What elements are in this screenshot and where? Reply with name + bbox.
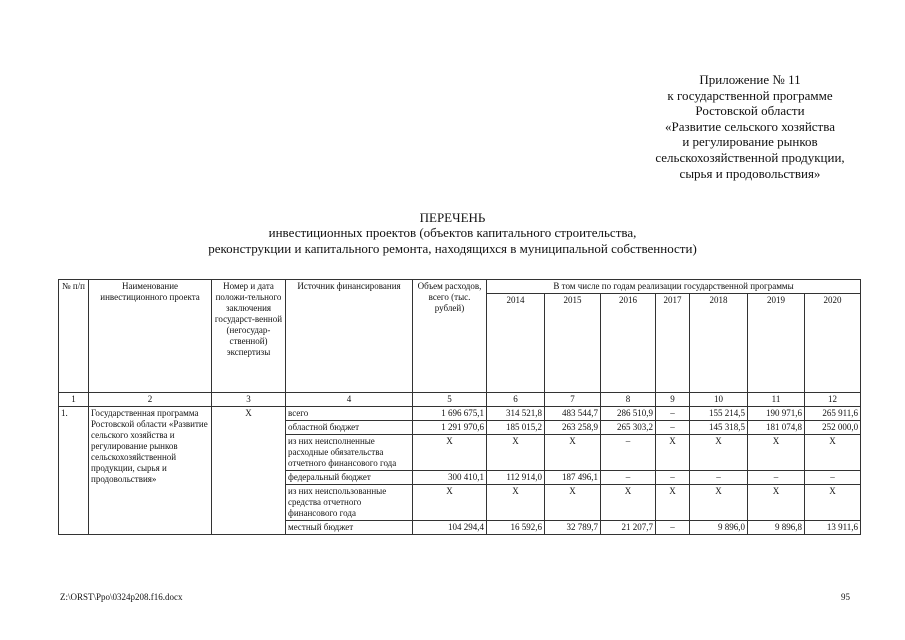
appendix-line: и регулирование рынков bbox=[682, 134, 818, 150]
column-number: 8 bbox=[601, 393, 656, 407]
total-value: Х bbox=[413, 485, 487, 521]
year-value: – bbox=[656, 471, 690, 485]
appendix-block bbox=[600, 72, 900, 181]
column-number: 12 bbox=[805, 393, 861, 407]
year-value: Х bbox=[487, 485, 545, 521]
year-value: 13 911,6 bbox=[805, 521, 861, 535]
year-value: Х bbox=[805, 485, 861, 521]
year-value: – bbox=[748, 471, 805, 485]
year-value: – bbox=[601, 435, 656, 471]
appendix-line: сельскохозяйственной продукции, bbox=[655, 149, 845, 165]
year-value: 263 258,9 bbox=[545, 421, 601, 435]
year-value: Х bbox=[601, 485, 656, 521]
appendix-line: Ростовской области bbox=[695, 103, 805, 119]
header-expertise: Номер и дата положи-тельного заключения государст-венной (негосудар-ственной) экспертизы bbox=[212, 280, 286, 393]
appendix-line: «Развитие сельского хозяйства bbox=[665, 118, 835, 134]
column-number: 7 bbox=[545, 393, 601, 407]
header-year: 2014 bbox=[487, 294, 545, 393]
header-years-group: В том числе по годам реализации государственной программы bbox=[487, 280, 861, 294]
year-value: Х bbox=[748, 435, 805, 471]
year-value: Х bbox=[690, 435, 748, 471]
year-value: 181 074,8 bbox=[748, 421, 805, 435]
document-subtitle-line-1: инвестиционных проектов (объектов капитального строительства, bbox=[268, 225, 637, 240]
project-number: 1. bbox=[59, 407, 89, 535]
investment-projects-table bbox=[58, 279, 861, 535]
total-value: Х bbox=[413, 435, 487, 471]
year-value: 265 911,6 bbox=[805, 407, 861, 421]
header-year: 2015 bbox=[545, 294, 601, 393]
appendix-line: к государственной программе bbox=[667, 87, 833, 103]
header-funding-source: Источник финансирования bbox=[286, 280, 413, 393]
document-title: ПЕРЕЧЕНЬ bbox=[419, 210, 486, 225]
funding-source: из них неисполненные расходные обязательства отчетного финансового года bbox=[286, 435, 413, 471]
year-value: 187 496,1 bbox=[545, 471, 601, 485]
project-name: Государственная программа Ростовской области «Развитие сельского хозяйства и регулирование рынков сельскохозяйственной продукции, сырья и продовольствия» bbox=[89, 407, 212, 535]
year-value: – bbox=[656, 407, 690, 421]
year-value: 252 000,0 bbox=[805, 421, 861, 435]
page-number: 95 bbox=[841, 592, 850, 602]
year-value: 16 592,6 bbox=[487, 521, 545, 535]
column-numbers-row bbox=[59, 393, 861, 407]
year-value: – bbox=[690, 471, 748, 485]
year-value: Х bbox=[805, 435, 861, 471]
year-value: 483 544,7 bbox=[545, 407, 601, 421]
file-path: Z:\ORST\Ppo\0324p208.f16.docx bbox=[60, 592, 183, 602]
year-value: 265 303,2 bbox=[601, 421, 656, 435]
column-number: 9 bbox=[656, 393, 690, 407]
year-value: 314 521,8 bbox=[487, 407, 545, 421]
year-value: – bbox=[601, 471, 656, 485]
year-value: Х bbox=[545, 485, 601, 521]
year-value: 9 896,0 bbox=[690, 521, 748, 535]
project-expertise: Х bbox=[212, 407, 286, 535]
column-number: 4 bbox=[286, 393, 413, 407]
year-value: Х bbox=[545, 435, 601, 471]
column-number: 10 bbox=[690, 393, 748, 407]
year-value: 190 971,6 bbox=[748, 407, 805, 421]
header-year: 2018 bbox=[690, 294, 748, 393]
appendix-line: сырья и продовольствия» bbox=[679, 165, 821, 181]
total-value: 1 291 970,6 bbox=[413, 421, 487, 435]
header-year: 2019 bbox=[748, 294, 805, 393]
column-number: 6 bbox=[487, 393, 545, 407]
funding-source: областной бюджет bbox=[286, 421, 413, 435]
year-value: – bbox=[805, 471, 861, 485]
funding-source: федеральный бюджет bbox=[286, 471, 413, 485]
year-value: Х bbox=[690, 485, 748, 521]
year-value: Х bbox=[656, 485, 690, 521]
header-project-name: Наименование инвестиционного проекта bbox=[89, 280, 212, 393]
year-value: – bbox=[656, 521, 690, 535]
funding-source: из них неиспользованные средства отчетного финансового года bbox=[286, 485, 413, 521]
column-number: 5 bbox=[413, 393, 487, 407]
year-value: 286 510,9 bbox=[601, 407, 656, 421]
year-value: 145 318,5 bbox=[690, 421, 748, 435]
year-value: 21 207,7 bbox=[601, 521, 656, 535]
total-value: 1 696 675,1 bbox=[413, 407, 487, 421]
year-value: 185 015,2 bbox=[487, 421, 545, 435]
total-value: 300 410,1 bbox=[413, 471, 487, 485]
year-value: 155 214,5 bbox=[690, 407, 748, 421]
year-value: Х bbox=[656, 435, 690, 471]
appendix-line: Приложение № 11 bbox=[699, 72, 801, 87]
column-number: 11 bbox=[748, 393, 805, 407]
column-number: 2 bbox=[89, 393, 212, 407]
header-total: Объем расходов, всего (тыс. рублей) bbox=[413, 280, 487, 393]
year-value: Х bbox=[487, 435, 545, 471]
header-year: 2017 bbox=[656, 294, 690, 393]
column-number: 1 bbox=[59, 393, 89, 407]
total-value: 104 294,4 bbox=[413, 521, 487, 535]
table-row bbox=[59, 407, 861, 421]
header-year: 2020 bbox=[805, 294, 861, 393]
header-num: № п/п bbox=[59, 280, 89, 393]
year-value: 32 789,7 bbox=[545, 521, 601, 535]
year-value: – bbox=[656, 421, 690, 435]
year-value: 9 896,8 bbox=[748, 521, 805, 535]
year-value: Х bbox=[748, 485, 805, 521]
column-number: 3 bbox=[212, 393, 286, 407]
year-value: 112 914,0 bbox=[487, 471, 545, 485]
document-heading bbox=[0, 211, 905, 256]
header-year: 2016 bbox=[601, 294, 656, 393]
funding-source: всего bbox=[286, 407, 413, 421]
header-row bbox=[59, 280, 861, 294]
funding-source: местный бюджет bbox=[286, 521, 413, 535]
document-subtitle-line-2: реконструкции и капитального ремонта, находящихся в муниципальной собственности) bbox=[208, 240, 697, 256]
